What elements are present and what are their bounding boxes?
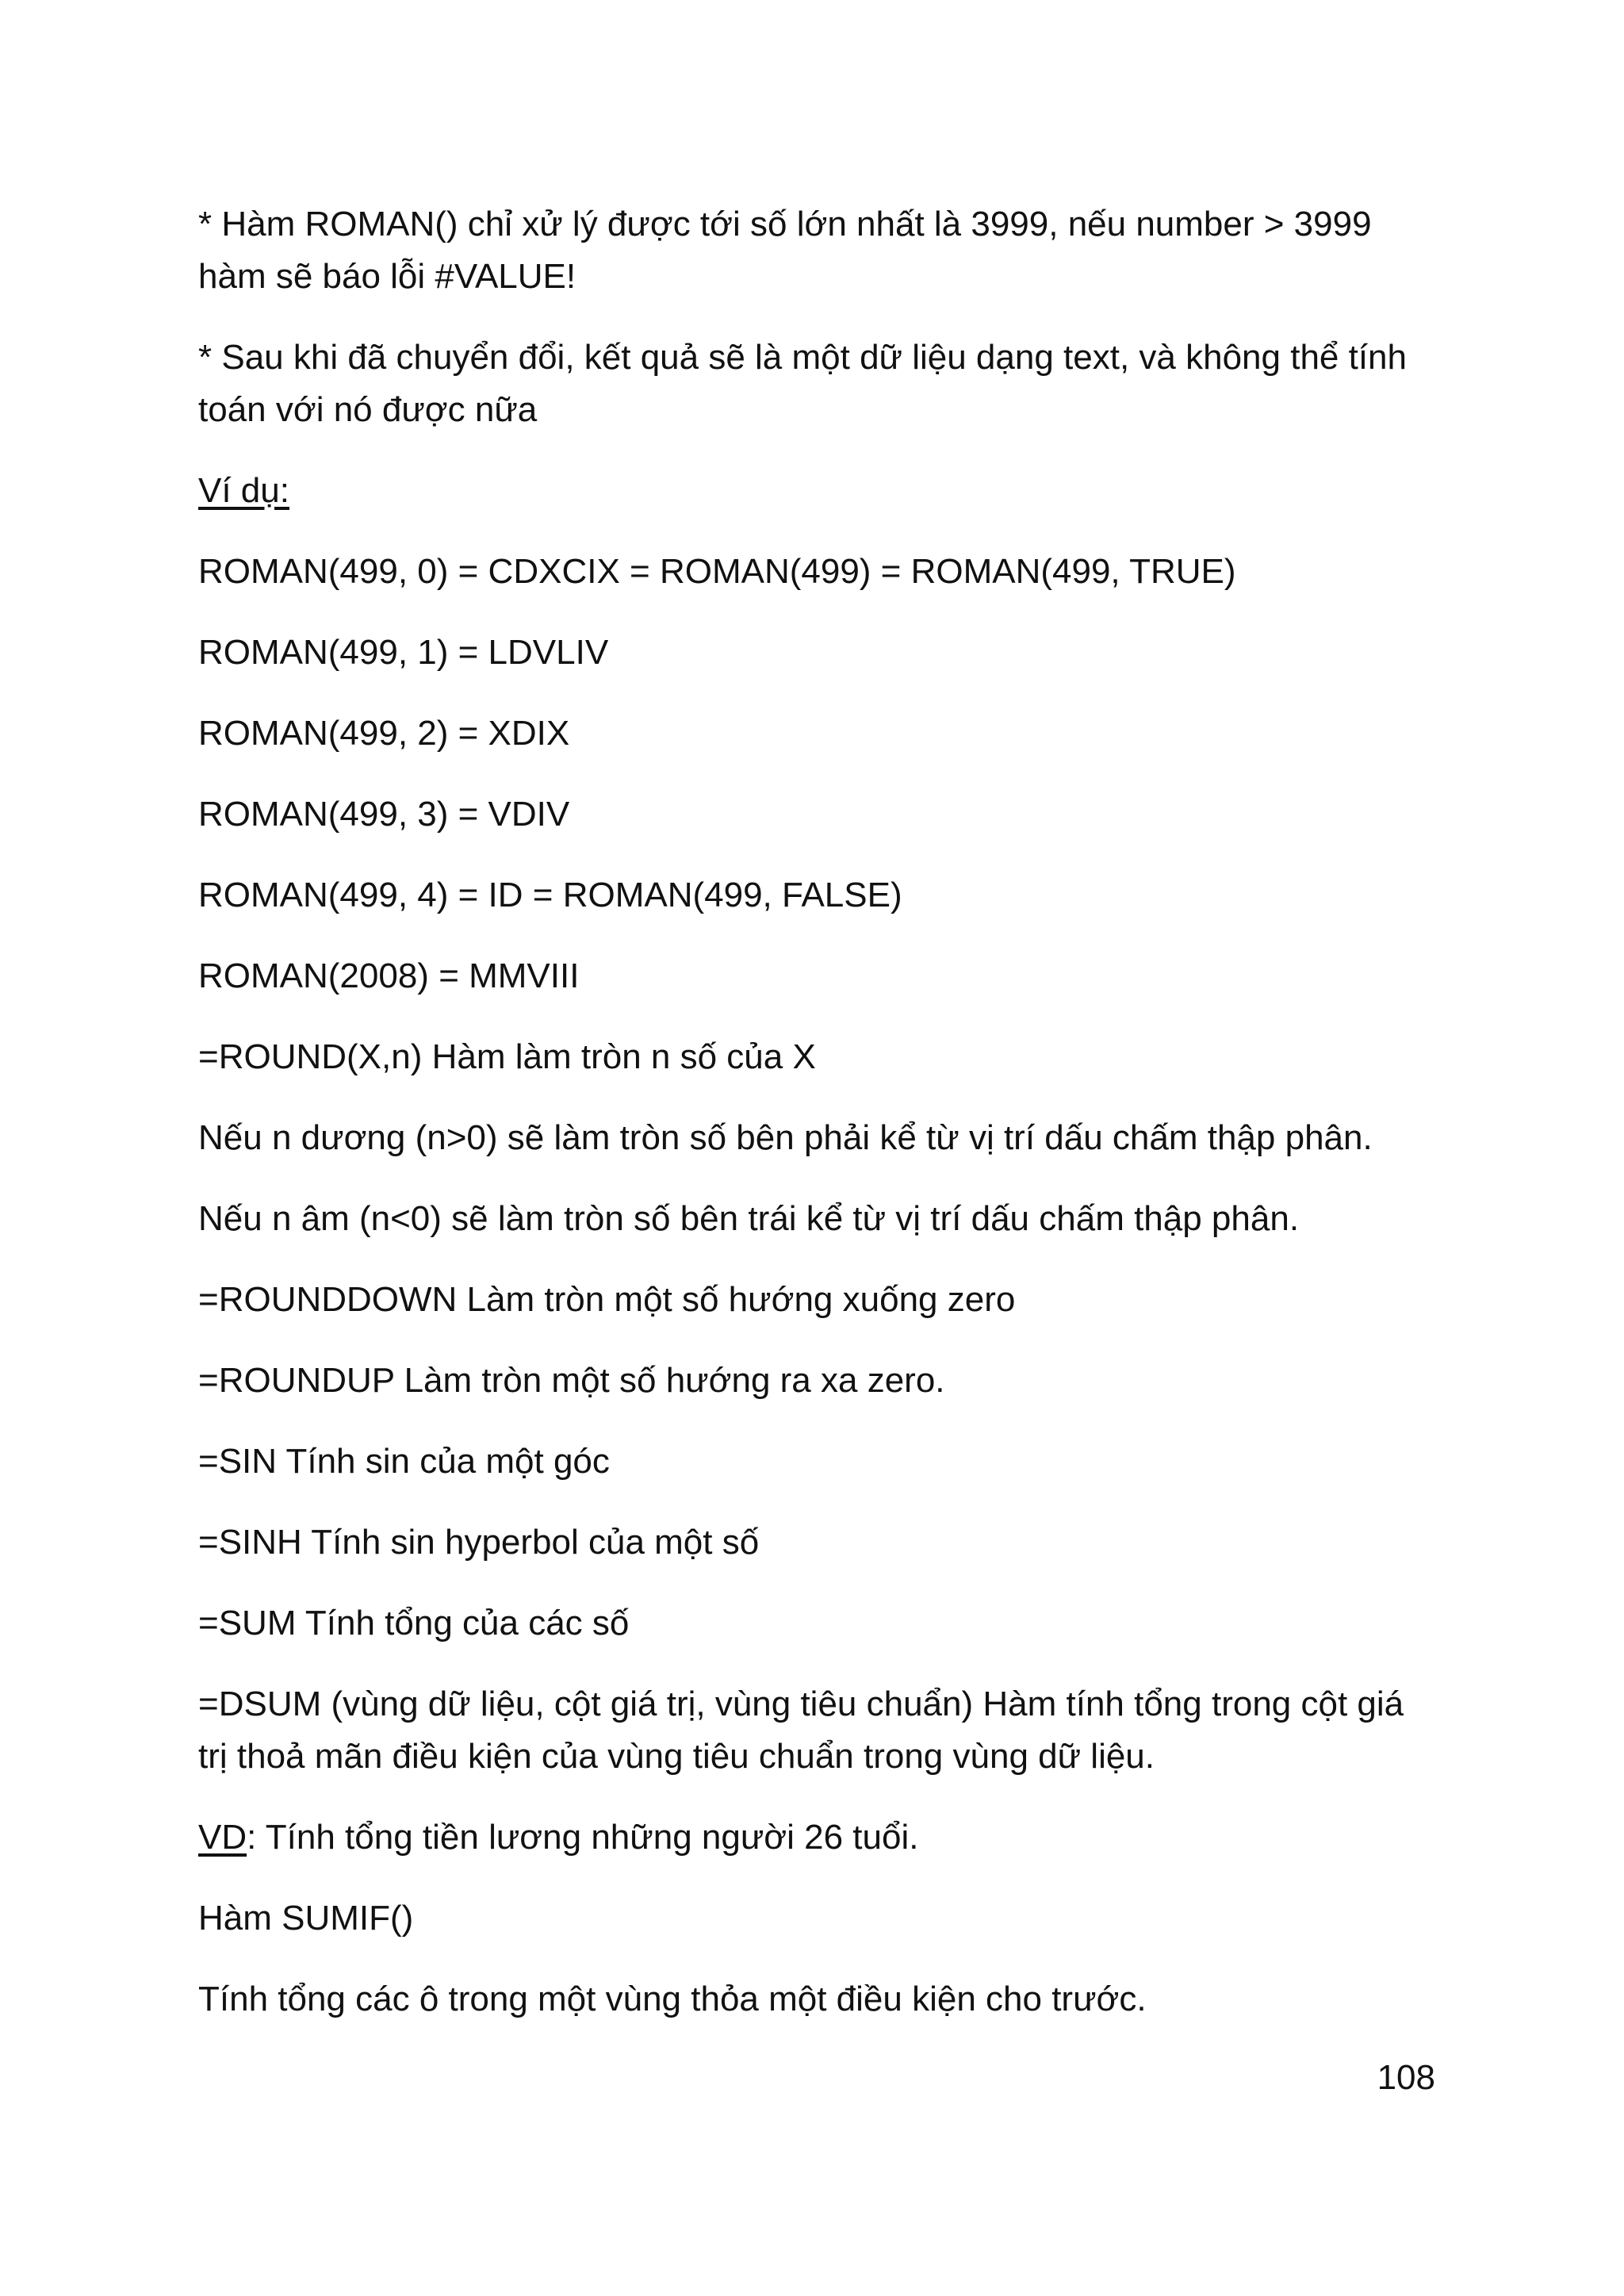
dsum-function: =DSUM (vùng dữ liệu, cột giá trị, vùng tiêu chuẩn) Hàm tính tổng trong cột giá trị thoả mãn điều kiện của vùng tiêu chuẩn trong vùng dữ liệu. [198,1685,1404,1776]
sumif-description: Tính tổng các ô trong một vùng thỏa một điều kiện cho trước. [198,1980,1147,2018]
page-number: 108 [1377,2058,1435,2097]
roman-example-3: ROMAN(499, 2) = XDIX [198,714,570,753]
note-roman-limit: * Hàm ROMAN() chỉ xử lý được tới số lớn nhất là 3999, nếu number > 3999 hàm sẽ báo lỗi #VALUE! [198,205,1372,296]
sinh-function: =SINH Tính sin hyperbol của một số [198,1523,760,1562]
example-heading: Ví dụ: [198,471,289,510]
roman-example-2: ROMAN(499, 1) = LDVLIV [198,633,609,672]
sum-function: =SUM Tính tổng của các số [198,1604,630,1642]
roman-example-6: ROMAN(2008) = MMVIII [198,956,580,995]
roman-example-5: ROMAN(499, 4) = ID = ROMAN(499, FALSE) [198,876,902,914]
page-content [198,198,1435,2026]
note-text-result: * Sau khi đã chuyển đổi, kết quả sẽ là một dữ liệu dạng text, và không thể tính toán với nó được nữa [198,338,1407,429]
roundup-function: =ROUNDUP Làm tròn một số hướng ra xa zero. [198,1361,945,1400]
vd-label: VD [198,1818,247,1857]
roman-example-4: ROMAN(499, 3) = VDIV [198,795,570,834]
rounddown-function: =ROUNDDOWN Làm tròn một số hướng xuống zero [198,1280,1016,1319]
round-positive-note: Nếu n dương (n>0) sẽ làm tròn số bên phải kể từ vị trí dấu chấm thập phân. [198,1118,1373,1157]
vd-example [198,1811,1435,1864]
round-negative-note: Nếu n âm (n<0) sẽ làm tròn số bên trái kể từ vị trí dấu chấm thập phân. [198,1199,1300,1238]
sumif-heading: Hàm SUMIF() [198,1899,414,1938]
vd-text: : Tính tổng tiền lương những người 26 tuổi. [247,1818,919,1857]
roman-example-1: ROMAN(499, 0) = CDXCIX = ROMAN(499) = ROMAN(499, TRUE) [198,552,1236,591]
sin-function: =SIN Tính sin của một góc [198,1442,610,1481]
round-function: =ROUND(X,n) Hàm làm tròn n số của X [198,1037,816,1076]
